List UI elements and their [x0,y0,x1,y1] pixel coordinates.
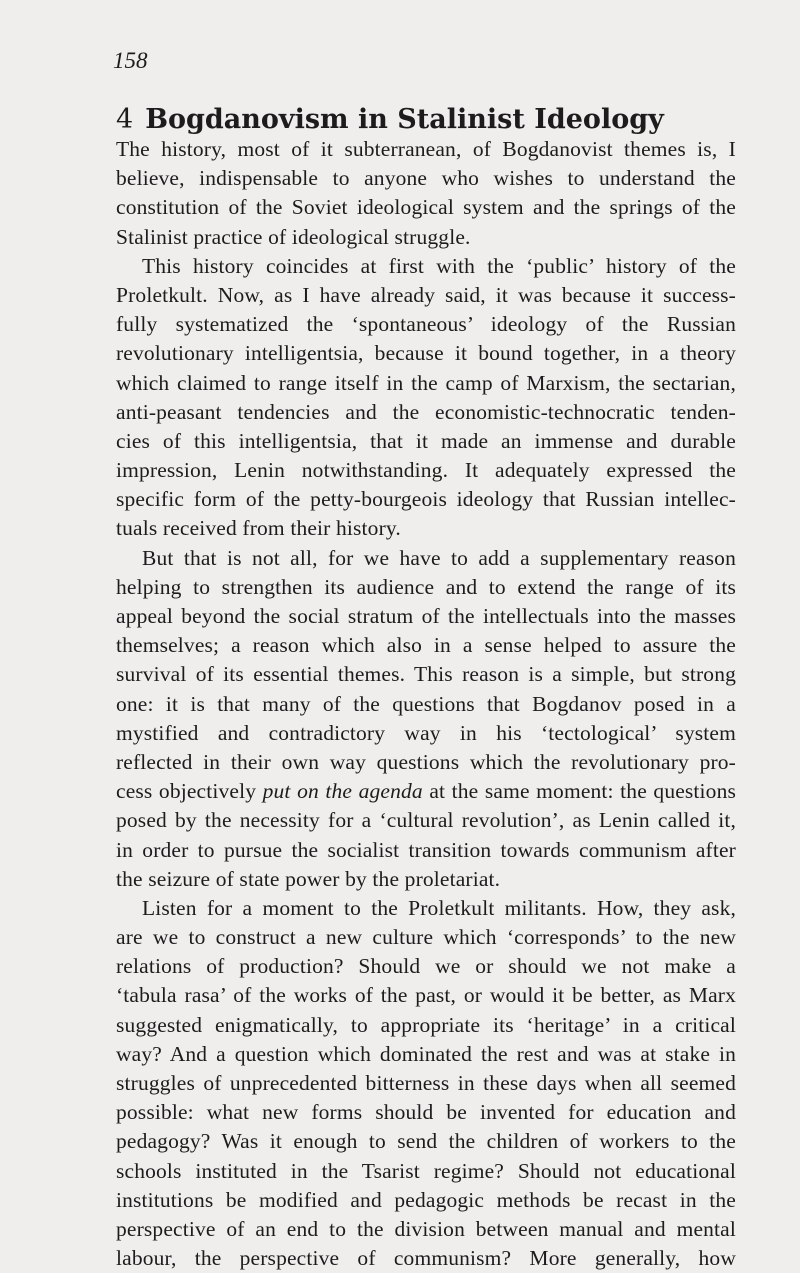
text-line [116,777,736,806]
text-line: struggles of unprecedented bitterness in these days when all seemed [116,1071,736,1095]
text-line: themselves; a reason which also in a sense helped to assure the [116,633,736,658]
text-segment: at the same moment: the questions [422,779,736,804]
text-line: This history coincides at first with the ‘public’ history of the [142,253,736,278]
text-line: in order to pursue the socialist transition towards communism after [116,837,736,862]
text-line: fully systematized the ‘spontaneous’ ideology of the Russian [116,312,736,337]
text-line: possible: what new forms should be invented for education and [116,1100,736,1125]
text-line: helping to strengthen its audience and to extend the range of its [116,574,736,599]
text-line: specific form of the petty-bourgeois ideology that Russian intellec- [116,487,736,512]
chapter-title: Bogdanovism in Stalinist Ideology [145,104,664,135]
text-line: revolutionary intelligentsia, because it bound together, in a theory [116,341,736,366]
text-line: suggested enigmatically, to appropriate its ‘heritage’ in a critical [116,1012,736,1037]
text-line: one: it is that many of the questions that Bogdanov posed in a [116,691,736,716]
text-line: Proletkult. Now, as I have already said, it was because it success- [116,282,736,307]
text-line: Listen for a moment to the Proletkult militants. How, they ask, [142,895,736,920]
page-number: 158 [113,48,148,73]
text-line: But that is not all, for we have to add a supplementary reason [142,545,736,570]
text-line: which claimed to range itself in the camp of Marxism, the sectarian, [116,370,736,395]
text-line: mystified and contradictory way in his ‘tectological’ system [116,720,736,745]
text-line: impression, Lenin notwithstanding. It adequately expressed the [116,458,736,483]
text-line: believe, indispensable to anyone who wishes to understand the [116,166,736,191]
text-line: Stalinist practice of ideological struggle. [116,224,471,249]
text-line: The history, most of it subterranean, of Bogdanovist themes is, I [116,137,736,161]
text-line: survival of its essential themes. This reason is a simple, but strong [116,662,736,687]
text-line: ‘tabula rasa’ of the works of the past, or would it be better, as Marx [116,983,736,1008]
text-line: perspective of an end to the division between manual and mental [116,1216,736,1241]
text-line: cies of this intelligentsia, that it made an immense and durable [116,428,736,453]
text-line: are we to construct a new culture which ‘corresponds’ to the new [116,925,736,950]
text-line: constitution of the Soviet ideological system and the springs of the [116,195,736,220]
text-line: relations of production? Should we or should we not make a [116,954,736,979]
text-line: anti-peasant tendencies and the economistic-technocratic tenden- [116,399,736,424]
body-text [116,135,736,1273]
text-line: pedagogy? Was it enough to send the children of workers to the [116,1129,736,1154]
text-line: the seizure of state power by the proletariat. [116,866,501,891]
chapter-heading [116,102,716,138]
text-line: appeal beyond the social stratum of the intellectuals into the masses [116,604,736,628]
text-line: posed by the necessity for a ‘cultural revolution’, as Lenin called it, [116,808,736,833]
text-line: institutions be modified and pedagogic methods be recast in the [116,1187,736,1212]
text-line: tuals received from their history. [116,516,401,541]
text-line: labour, the perspective of communism? More generally, how [116,1246,736,1271]
text-line: way? And a question which dominated the rest and was at stake in [116,1041,736,1066]
text-line: reflected in their own way questions which the revolutionary pro- [116,749,736,774]
text-line: schools instituted in the Tsarist regime? Should not educational [116,1158,736,1183]
chapter-number: 4 [116,104,134,135]
emphasized-text: put on the agenda [262,779,423,804]
text-segment: cess objectively [116,779,263,804]
